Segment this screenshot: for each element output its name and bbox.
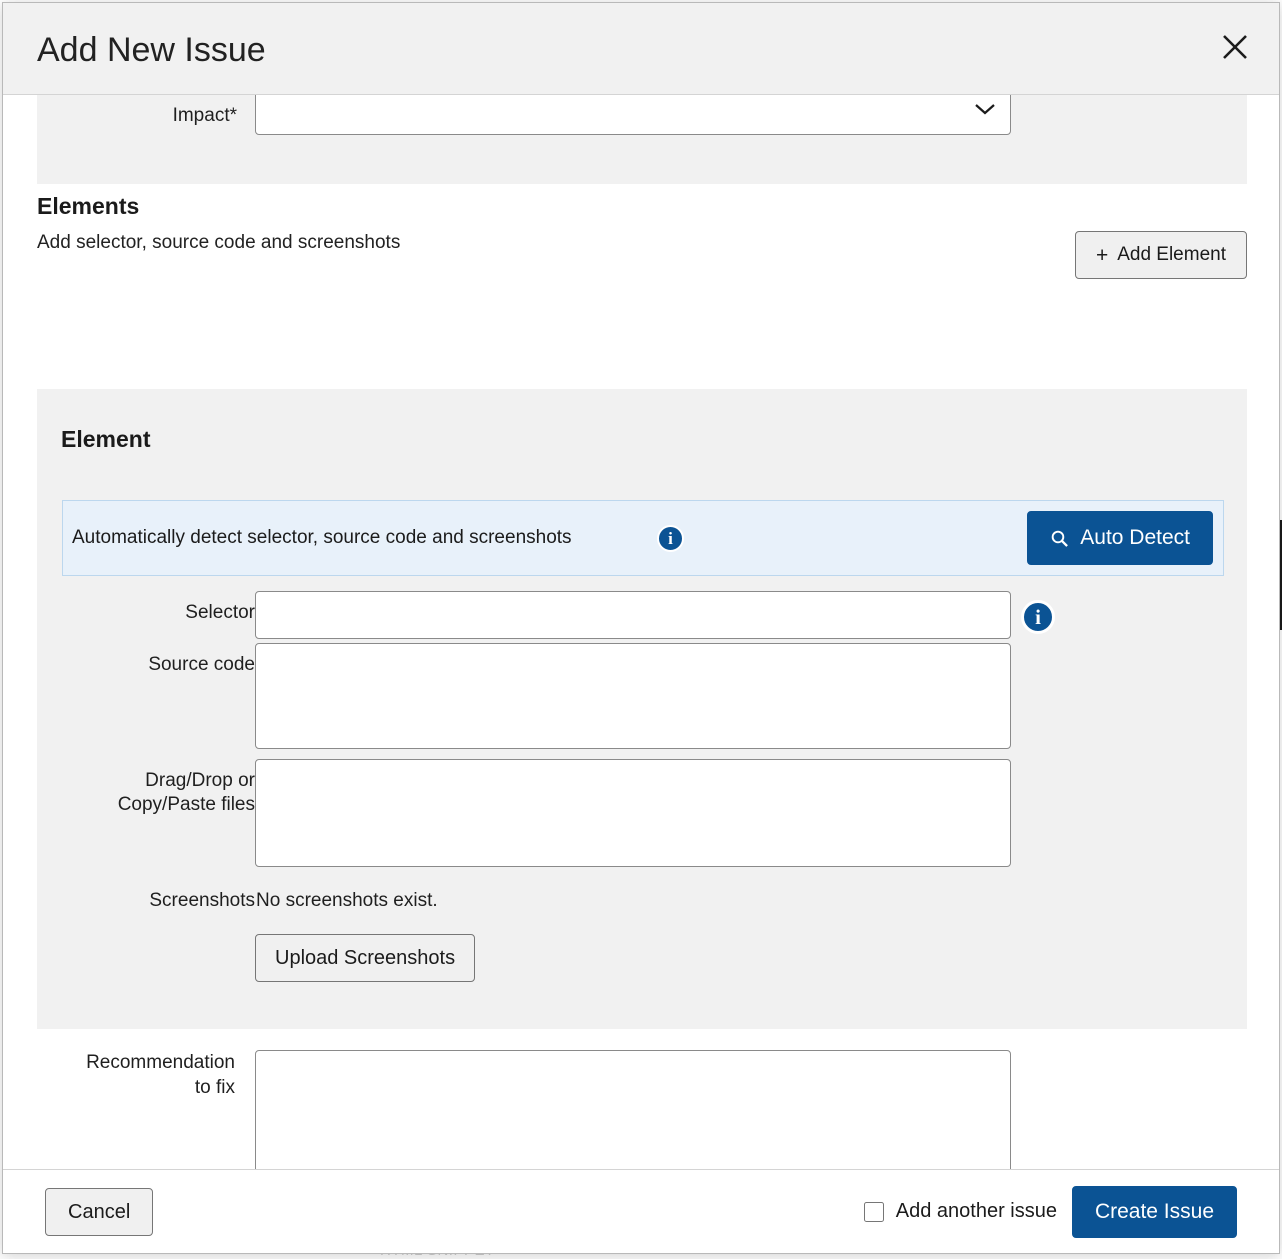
auto-detect-button[interactable] bbox=[1027, 511, 1213, 565]
recommendation-label bbox=[37, 1051, 235, 1100]
add-element-button[interactable] bbox=[1075, 231, 1247, 279]
upload-screenshots-button[interactable]: Upload Screenshots bbox=[255, 934, 475, 982]
screenshots-label: Screenshots bbox=[57, 889, 255, 913]
cancel-button[interactable]: Cancel bbox=[45, 1188, 153, 1236]
info-icon[interactable]: i bbox=[1021, 600, 1055, 634]
add-element-label: Add Element bbox=[1117, 244, 1226, 266]
recommendation-textarea[interactable] bbox=[255, 1050, 1011, 1169]
dragdrop-label bbox=[57, 769, 255, 817]
elements-title: Elements bbox=[37, 193, 1247, 220]
dialog-header bbox=[3, 3, 1279, 95]
add-another-issue-label: Add another issue bbox=[896, 1200, 1057, 1223]
dragdrop-label-line1: Drag/Drop or bbox=[145, 770, 255, 791]
impact-row bbox=[37, 95, 1247, 185]
close-icon[interactable] bbox=[1213, 25, 1257, 69]
dialog-body bbox=[3, 95, 1279, 1169]
create-issue-button[interactable]: Create Issue bbox=[1072, 1186, 1237, 1238]
search-icon bbox=[1050, 529, 1069, 548]
recommendation-label-line1: Recommendation bbox=[86, 1052, 235, 1073]
dragdrop-label-line2: Copy/Paste files bbox=[118, 794, 255, 815]
recommendation-label-line2: to fix bbox=[195, 1077, 235, 1098]
plus-icon: + bbox=[1096, 245, 1108, 266]
source-code-label: Source code bbox=[57, 653, 255, 677]
page-title: Add New Issue bbox=[37, 31, 266, 70]
impact-select[interactable] bbox=[255, 95, 1011, 135]
auto-detect-label: Auto Detect bbox=[1080, 526, 1190, 550]
selector-input[interactable] bbox=[255, 591, 1011, 639]
screenshots-status: No screenshots exist. bbox=[256, 890, 438, 912]
chevron-down-icon bbox=[974, 102, 996, 116]
dragdrop-dropzone[interactable] bbox=[255, 759, 1011, 867]
auto-detect-text: Automatically detect selector, source code and screenshots bbox=[72, 527, 572, 549]
source-code-textarea[interactable] bbox=[255, 643, 1011, 749]
add-another-issue-checkbox[interactable] bbox=[864, 1202, 884, 1222]
element-title: Element bbox=[61, 426, 150, 453]
impact-label: Impact* bbox=[3, 105, 237, 127]
elements-subtitle: Add selector, source code and screenshots bbox=[37, 232, 1247, 254]
add-another-issue-group bbox=[864, 1200, 1057, 1223]
add-new-issue-dialog bbox=[2, 2, 1280, 1254]
info-icon[interactable]: i bbox=[657, 525, 684, 552]
selector-label: Selector bbox=[57, 601, 255, 625]
dialog-footer bbox=[3, 1169, 1279, 1253]
element-card bbox=[37, 389, 1247, 1029]
elements-section-header bbox=[37, 193, 1247, 254]
auto-detect-bar bbox=[62, 500, 1224, 576]
